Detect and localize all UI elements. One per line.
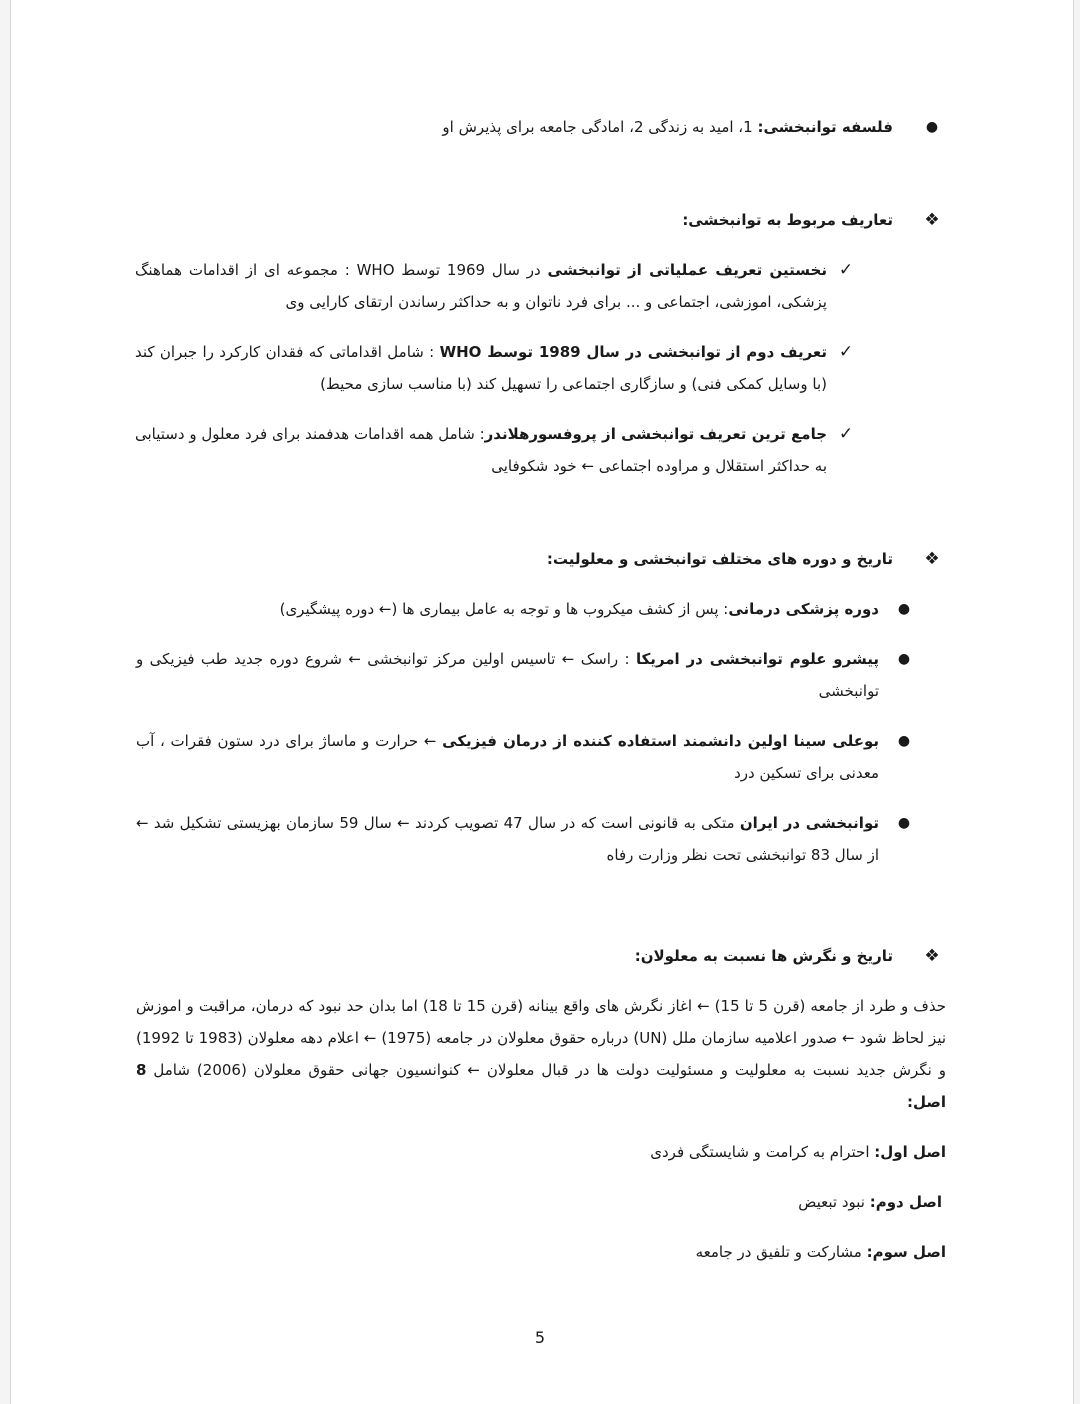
checkmark-icon: ✓ xyxy=(838,342,854,362)
list-item xyxy=(136,807,911,871)
history-term: دوره پزشکی درمانی xyxy=(728,600,879,618)
principle-3 xyxy=(136,1236,946,1268)
bullet-icon: ● xyxy=(897,733,911,749)
diamond-bullet-icon: ❖ xyxy=(924,946,940,966)
principle-label: اصل اول: xyxy=(874,1143,946,1161)
section-heading-definitions xyxy=(125,204,947,236)
definitions-list xyxy=(135,254,854,482)
diamond-bullet-icon: ❖ xyxy=(924,210,940,230)
list-item xyxy=(135,336,854,400)
checkmark-icon: ✓ xyxy=(838,424,854,444)
diamond-bullet-icon: ❖ xyxy=(924,549,940,569)
principle-text: احترام به کرامت و شایستگی فردی xyxy=(650,1143,875,1161)
philosophy-label: فلسفه توانبخشی: xyxy=(757,118,893,136)
definition-text: : شامل همه اقدامات هدفمند برای فرد معلول و دستیابی به حداکثر استقلال و مراوده اجتماعی ← خود شکوفایی xyxy=(135,425,827,475)
philosophy-text: 1، امید به زندگی 2، امادگی جامعه برای پذیرش او xyxy=(442,118,758,136)
history-text: متکی به قانونی است که در سال 47 تصویب کردند ← سال 59 سازمان بهزیستی تشکیل شد ← از سال 83 توانبخشی تحت نظر وزارت رفاه xyxy=(136,814,879,864)
history-term: پیشرو علوم توانبخشی در امریکا xyxy=(635,650,879,668)
definition-text: : شامل اقداماتی که فقدان کارکرد را جبران کند (با وسایل کمکی فنی) و سازگاری اجتماعی را تسهیل کند (با مناسب سازی محیط) xyxy=(135,343,827,393)
section-title: تاریخ و دوره های مختلف توانبخشی و معلولیت: xyxy=(546,550,893,568)
paragraph-bold-text: 8 اصل: xyxy=(136,1061,946,1111)
bullet-icon: ● xyxy=(897,651,911,667)
history-text: : پس از کشف میکروب ها و توجه به عامل بیماری ها (← دوره پیشگیری) xyxy=(279,600,729,618)
history-term: توانبخشی در ایران xyxy=(739,814,879,832)
history-text: ← حرارت و ماساژ برای درد ستون فقرات ، آب معدنی برای تسکین درد xyxy=(136,732,879,782)
bullet-icon: ● xyxy=(897,601,911,617)
history-text: : راسک ← تاسیس اولین مرکز توانبخشی ← شروع دوره جدید طب فیزیکی و توانبخشی xyxy=(136,650,879,700)
checkmark-icon: ✓ xyxy=(838,260,854,280)
principle-1 xyxy=(136,1136,946,1168)
paragraph-text: حذف و طرد از جامعه (قرن 5 تا 15) ← اغاز نگرش های واقع بینانه (قرن 15 تا 18) اما بدان حد نبود که درمان، مراقبت و اموزش نیز لحاظ شود ← صدور اعلامیه سازمان ملل (UN) درباره حقوق معلولان در جامعه (1975) ← اعلام دهه معلولان (1983 تا 1992) و نگرش جدید نسبت به معلولیت و مسئولیت دولت ها در قبال معلولان ← کنوانسیون جهانی حقوق معلولان (2006) شامل xyxy=(136,997,947,1079)
list-item xyxy=(136,593,911,625)
section-title: تعاریف مربوط به توانبخشی: xyxy=(682,211,893,229)
principle-label: اصل دوم: xyxy=(869,1193,942,1211)
attitudes-paragraph xyxy=(136,990,946,1118)
section-title: تاریخ و نگرش ها نسبت به معلولان: xyxy=(634,947,893,965)
principle-label: اصل سوم: xyxy=(866,1243,946,1261)
section-heading-history xyxy=(125,543,947,575)
definition-term: جامع ترین تعریف توانبخشی از پروفسورهلاندر xyxy=(484,425,828,443)
list-item xyxy=(136,725,911,789)
principle-text: مشارکت و تلفیق در جامعه xyxy=(695,1243,867,1261)
list-item xyxy=(135,418,854,482)
bullet-icon: ● xyxy=(925,119,939,135)
section-heading-attitudes xyxy=(125,940,947,972)
definition-term: تعریف دوم از توانبخشی در سال 1989 توسط WHO xyxy=(439,343,828,361)
philosophy-bullet xyxy=(125,111,947,143)
principle-2 xyxy=(136,1186,942,1218)
definition-term: نخستین تعریف عملیاتی از توانبخشی xyxy=(547,261,828,279)
list-item xyxy=(135,254,854,318)
list-item xyxy=(136,643,911,707)
history-list xyxy=(136,593,911,871)
history-term: بوعلی سینا اولین دانشمند استفاده کننده از درمان فیزیکی xyxy=(442,732,879,750)
definition-text: در سال 1969 توسط WHO : مجموعه ای از اقدامات هماهنگ پزشکی، اموزشی، اجتماعی و ... برای فرد ناتوان و به حداکثر رساندن ارتقای کارایی وی xyxy=(135,261,827,311)
principle-text: نبود تبعیض xyxy=(798,1193,870,1211)
bullet-icon: ● xyxy=(897,815,911,831)
page-number: 5 xyxy=(534,1328,546,1347)
